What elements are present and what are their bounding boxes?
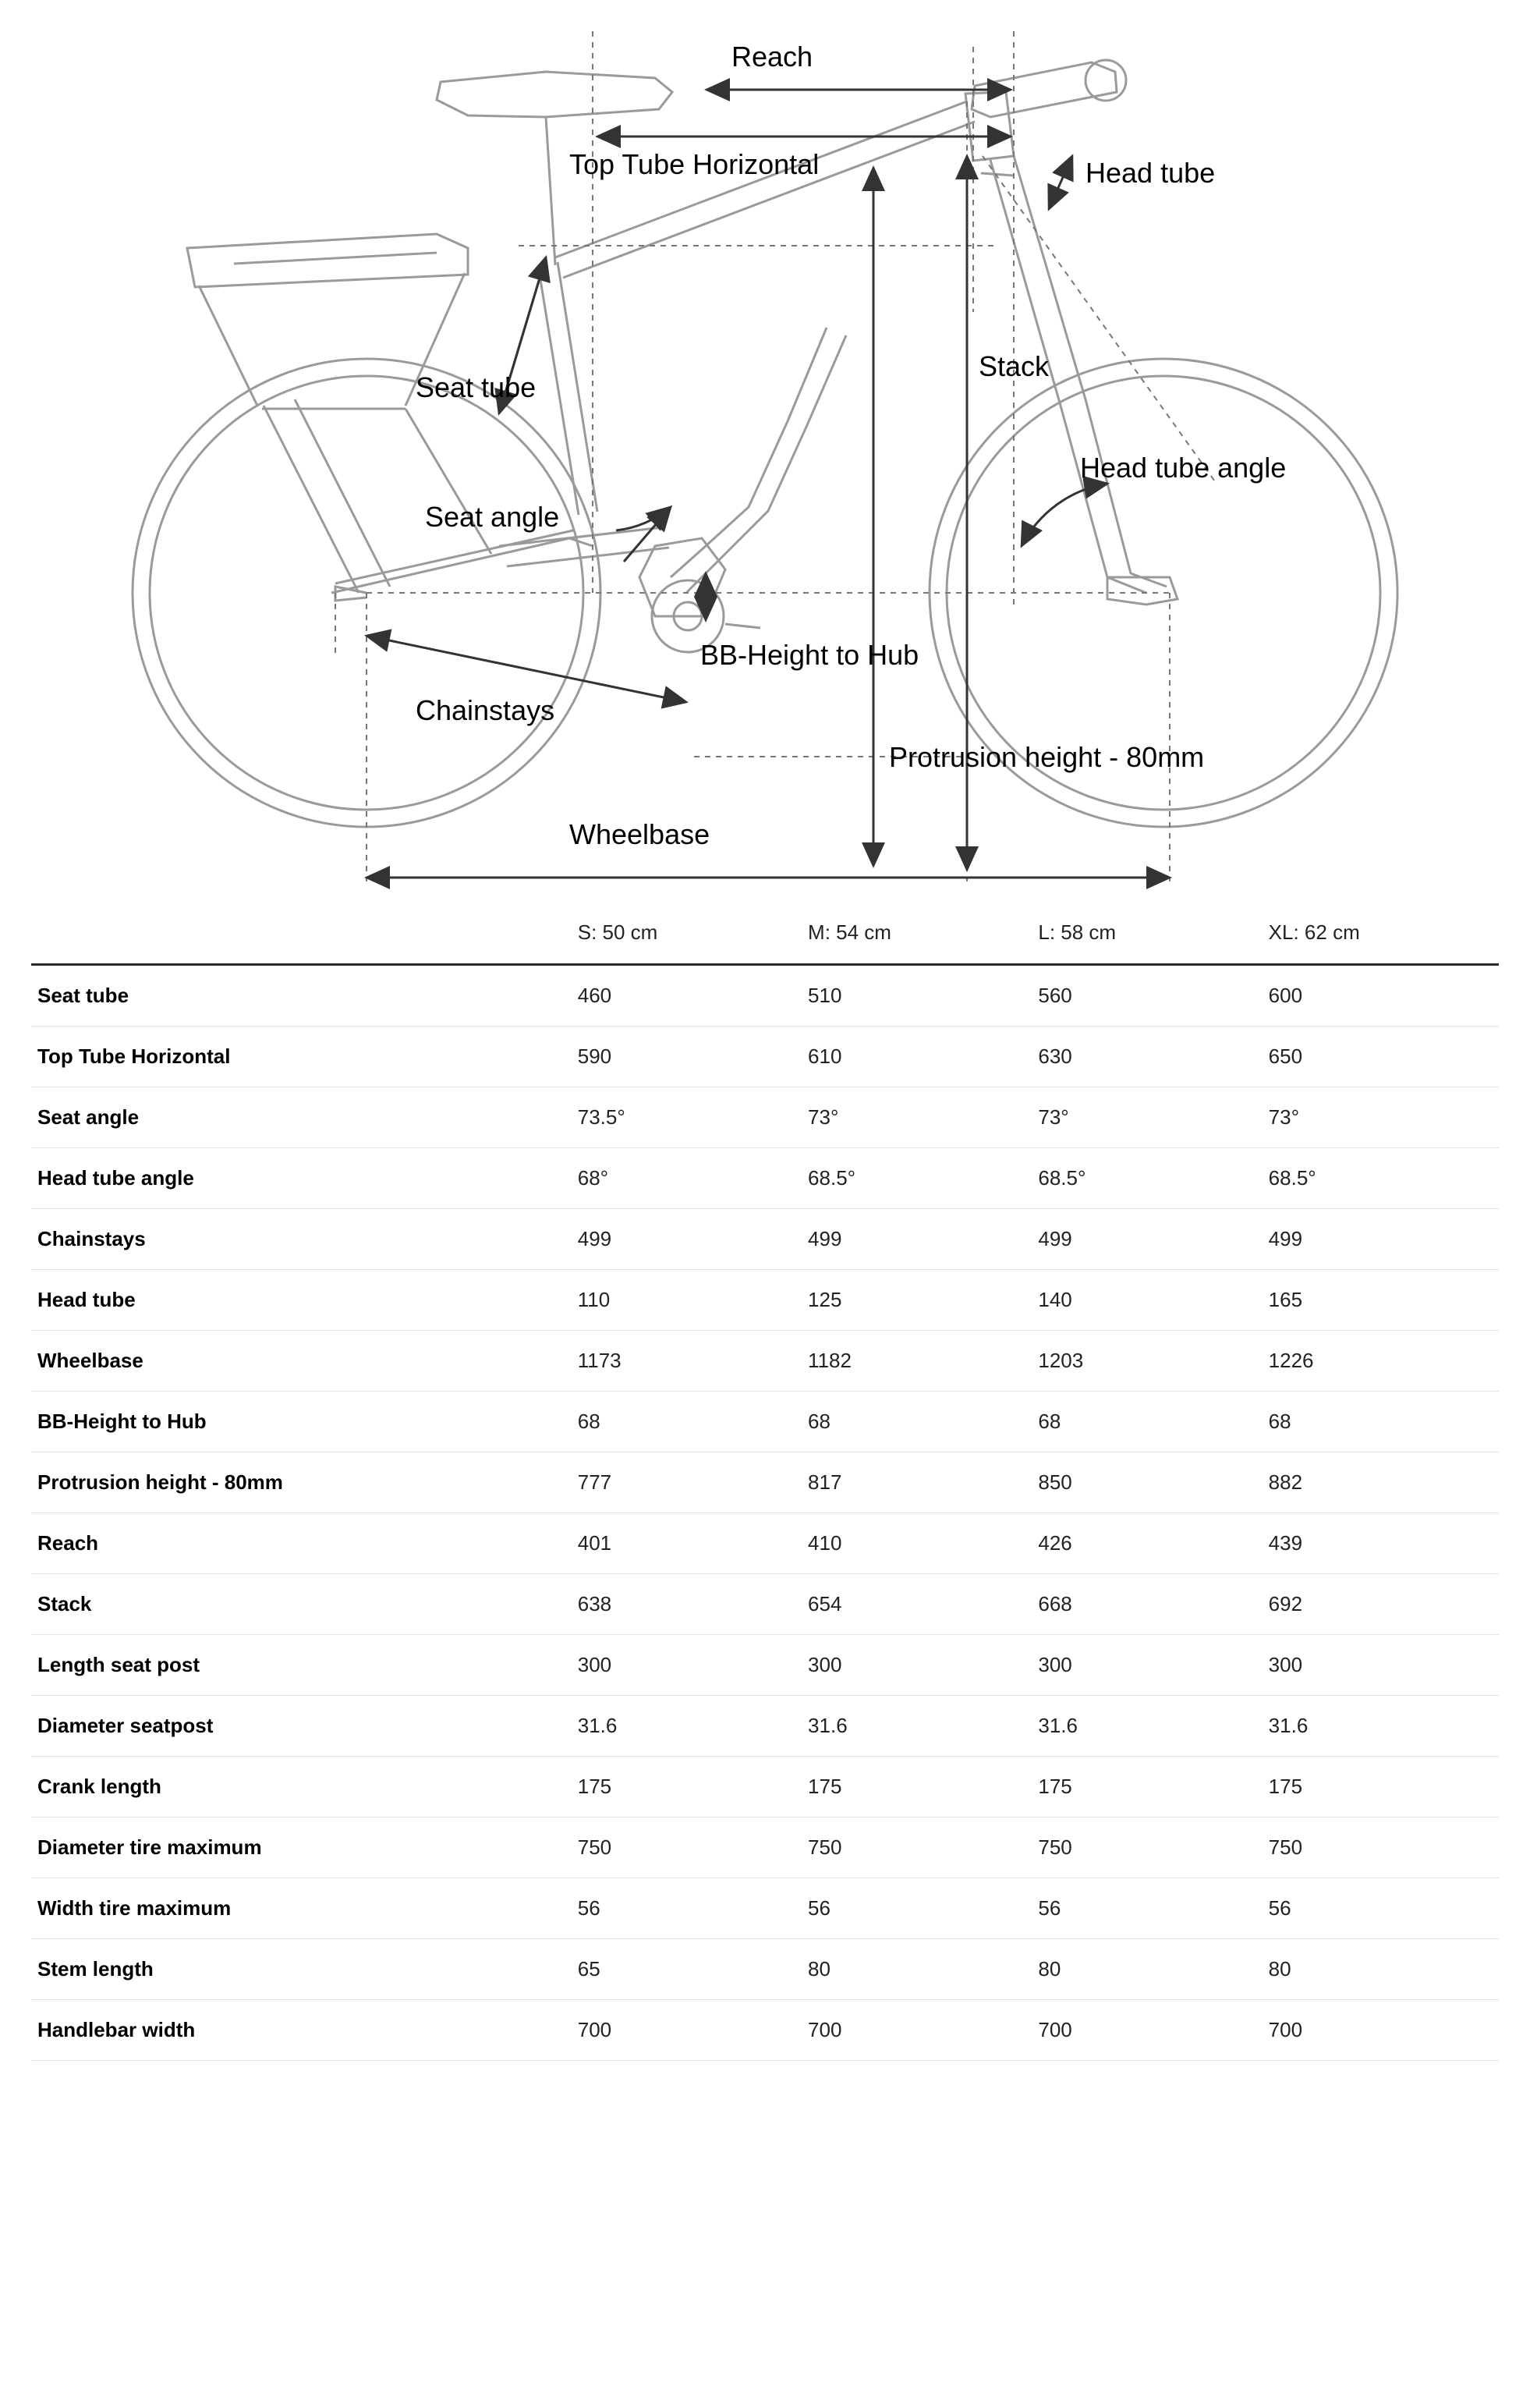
table-row: [31, 1209, 1499, 1270]
table-cell: 410: [808, 1513, 1038, 1574]
table-row: [31, 1087, 1499, 1148]
table-row: [31, 1696, 1499, 1757]
row-label: Reach: [31, 1513, 578, 1574]
row-label: Diameter seatpost: [31, 1696, 578, 1757]
table-body: [31, 965, 1499, 2061]
table-cell: 460: [578, 965, 808, 1027]
table-row: [31, 1939, 1499, 2000]
row-label: Wheelbase: [31, 1331, 578, 1392]
label-protrusion-height: Protrusion height - 80mm: [889, 741, 1205, 773]
table-cell: 300: [1038, 1635, 1268, 1696]
table-cell: 73°: [1269, 1087, 1499, 1148]
table-cell: 700: [1038, 2000, 1268, 2061]
table-cell: 668: [1038, 1574, 1268, 1635]
table-cell: 300: [578, 1635, 808, 1696]
col-header-xl: XL: 62 cm: [1269, 913, 1499, 965]
table-cell: 68: [1038, 1392, 1268, 1452]
bike-drawing: [0, 0, 1530, 913]
table-cell: 590: [578, 1027, 808, 1087]
label-seat-tube: Seat tube: [416, 371, 537, 403]
table-cell: 750: [808, 1818, 1038, 1878]
table-cell: 654: [808, 1574, 1038, 1635]
table-cell: 80: [1038, 1939, 1268, 2000]
col-header-measure: [31, 913, 578, 965]
label-top-tube-horizontal: Top Tube Horizontal: [569, 148, 820, 180]
label-head-tube: Head tube: [1086, 157, 1216, 189]
table-row: [31, 1878, 1499, 1939]
table-cell: 650: [1269, 1027, 1499, 1087]
table-cell: 630: [1038, 1027, 1268, 1087]
row-label: Stack: [31, 1574, 578, 1635]
label-bb-height-to-hub: BB-Height to Hub: [700, 639, 919, 671]
label-seat-angle: Seat angle: [425, 501, 560, 533]
table-cell: 1173: [578, 1331, 808, 1392]
table-cell: 175: [578, 1757, 808, 1818]
table-cell: 68.5°: [1269, 1148, 1499, 1209]
table-cell: 1203: [1038, 1331, 1268, 1392]
row-label: Head tube: [31, 1270, 578, 1331]
table-cell: 175: [1038, 1757, 1268, 1818]
table-cell: 31.6: [578, 1696, 808, 1757]
table-cell: 80: [1269, 1939, 1499, 2000]
bike-geometry-diagram: [0, 0, 1530, 913]
table-cell: 300: [808, 1635, 1038, 1696]
table-cell: 817: [808, 1452, 1038, 1513]
table-cell: 125: [808, 1270, 1038, 1331]
table-cell: 638: [578, 1574, 808, 1635]
table-row: [31, 965, 1499, 1027]
table-cell: 140: [1038, 1270, 1268, 1331]
table-cell: 700: [1269, 2000, 1499, 2061]
table-row: [31, 2000, 1499, 2061]
table-cell: 510: [808, 965, 1038, 1027]
table-cell: 560: [1038, 965, 1268, 1027]
geometry-table: [31, 913, 1499, 2061]
table-cell: 499: [808, 1209, 1038, 1270]
table-cell: 65: [578, 1939, 808, 2000]
row-label: Head tube angle: [31, 1148, 578, 1209]
table-cell: 600: [1269, 965, 1499, 1027]
table-cell: 777: [578, 1452, 808, 1513]
table-cell: 1182: [808, 1331, 1038, 1392]
table-cell: 68: [808, 1392, 1038, 1452]
col-header-l: L: 58 cm: [1038, 913, 1268, 965]
table-row: [31, 1392, 1499, 1452]
row-label: Width tire maximum: [31, 1878, 578, 1939]
table-row: [31, 1818, 1499, 1878]
row-label: Length seat post: [31, 1635, 578, 1696]
row-label: Crank length: [31, 1757, 578, 1818]
table-header-row: [31, 913, 1499, 965]
table-cell: 56: [1269, 1878, 1499, 1939]
table-cell: 31.6: [1269, 1696, 1499, 1757]
table-cell: 31.6: [1038, 1696, 1268, 1757]
table-cell: 499: [1269, 1209, 1499, 1270]
row-label: Seat tube: [31, 965, 578, 1027]
row-label: Protrusion height - 80mm: [31, 1452, 578, 1513]
table-cell: 850: [1038, 1452, 1268, 1513]
row-label: Chainstays: [31, 1209, 578, 1270]
table-cell: 401: [578, 1513, 808, 1574]
table-cell: 499: [578, 1209, 808, 1270]
row-label: Handlebar width: [31, 2000, 578, 2061]
table-cell: 426: [1038, 1513, 1268, 1574]
table-cell: 68°: [578, 1148, 808, 1209]
table-header: [31, 913, 1499, 965]
row-label: Diameter tire maximum: [31, 1818, 578, 1878]
row-label: Top Tube Horizontal: [31, 1027, 578, 1087]
table-row: [31, 1452, 1499, 1513]
table-row: [31, 1331, 1499, 1392]
table-cell: 610: [808, 1027, 1038, 1087]
geometry-table-wrap: [0, 913, 1530, 2092]
table-cell: 56: [1038, 1878, 1268, 1939]
table-cell: 300: [1269, 1635, 1499, 1696]
table-cell: 439: [1269, 1513, 1499, 1574]
table-cell: 73.5°: [578, 1087, 808, 1148]
table-cell: 73°: [1038, 1087, 1268, 1148]
table-row: [31, 1574, 1499, 1635]
table-cell: 68: [1269, 1392, 1499, 1452]
table-row: [31, 1513, 1499, 1574]
table-cell: 692: [1269, 1574, 1499, 1635]
table-cell: 750: [1269, 1818, 1499, 1878]
table-cell: 68: [578, 1392, 808, 1452]
table-cell: 73°: [808, 1087, 1038, 1148]
row-label: Stem length: [31, 1939, 578, 2000]
label-head-tube-angle: Head tube angle: [1080, 452, 1287, 484]
table-row: [31, 1027, 1499, 1087]
row-label: Seat angle: [31, 1087, 578, 1148]
table-cell: 882: [1269, 1452, 1499, 1513]
table-row: [31, 1757, 1499, 1818]
table-row: [31, 1148, 1499, 1209]
table-cell: 175: [1269, 1757, 1499, 1818]
table-cell: 68.5°: [808, 1148, 1038, 1209]
table-cell: 700: [578, 2000, 808, 2061]
table-cell: 700: [808, 2000, 1038, 2061]
table-cell: 31.6: [808, 1696, 1038, 1757]
table-cell: 56: [808, 1878, 1038, 1939]
col-header-m: M: 54 cm: [808, 913, 1038, 965]
label-stack: Stack: [979, 350, 1050, 382]
table-cell: 165: [1269, 1270, 1499, 1331]
col-header-s: S: 50 cm: [578, 913, 808, 965]
table-cell: 1226: [1269, 1331, 1499, 1392]
table-cell: 68.5°: [1038, 1148, 1268, 1209]
label-reach: Reach: [731, 41, 813, 73]
table-cell: 110: [578, 1270, 808, 1331]
label-chainstays: Chainstays: [416, 694, 555, 726]
table-cell: 175: [808, 1757, 1038, 1818]
row-label: BB-Height to Hub: [31, 1392, 578, 1452]
table-cell: 750: [578, 1818, 808, 1878]
table-cell: 499: [1038, 1209, 1268, 1270]
table-cell: 80: [808, 1939, 1038, 2000]
table-row: [31, 1635, 1499, 1696]
label-wheelbase: Wheelbase: [569, 818, 710, 850]
table-cell: 750: [1038, 1818, 1268, 1878]
table-cell: 56: [578, 1878, 808, 1939]
table-row: [31, 1270, 1499, 1331]
